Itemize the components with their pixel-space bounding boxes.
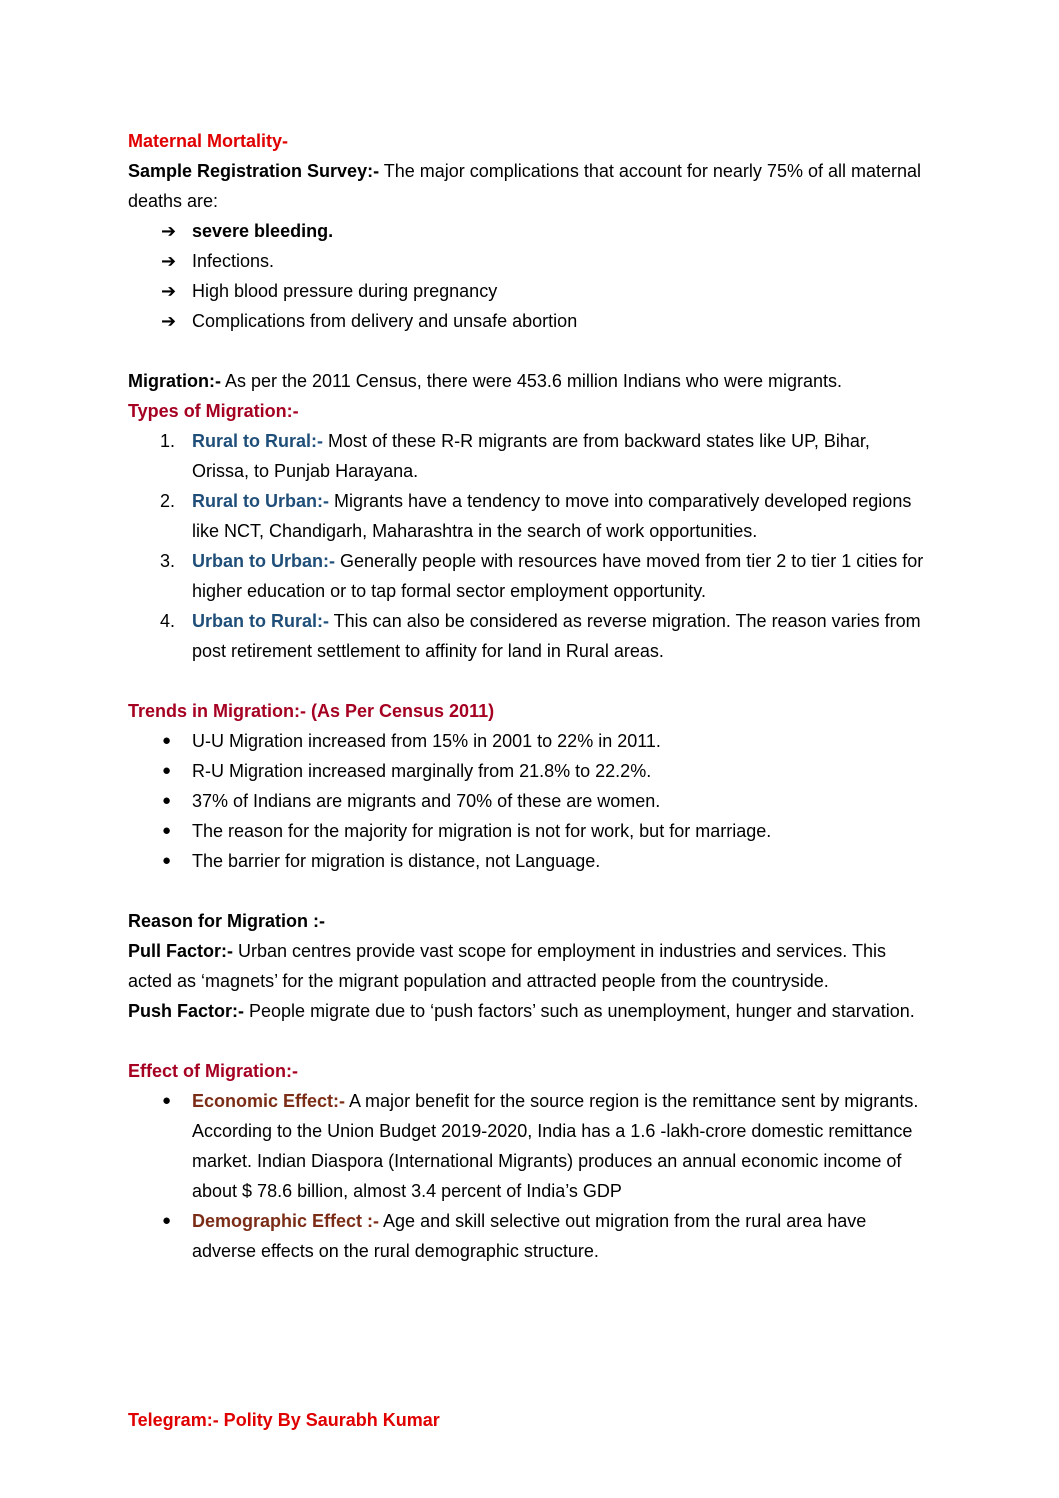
bullet-icon: ● bbox=[162, 762, 172, 779]
push-label: Push Factor:- bbox=[128, 1001, 245, 1021]
list-item bbox=[128, 216, 928, 246]
effects-heading: Effect of Migration:- bbox=[128, 1061, 298, 1081]
type-label: Urban to Rural:- bbox=[192, 611, 329, 631]
bullet-icon: ● bbox=[162, 1092, 172, 1109]
list-item bbox=[128, 1086, 928, 1206]
type-text: This can also be considered as reverse migration. The reason varies from post retirement settlement to affinity for land in Rural areas. bbox=[192, 611, 921, 661]
effect-label: Economic Effect:- bbox=[192, 1091, 346, 1111]
maternal-heading: Maternal Mortality- bbox=[128, 131, 289, 151]
migration-paragraph bbox=[128, 366, 928, 396]
list-item bbox=[128, 546, 928, 606]
survey-paragraph bbox=[128, 156, 928, 216]
list-item bbox=[128, 246, 928, 276]
bullet-icon: ● bbox=[162, 852, 172, 869]
bullet-icon: ● bbox=[162, 792, 172, 809]
survey-text: The major complications that account for nearly 75% of all maternal deaths are: bbox=[128, 161, 922, 211]
push-text: People migrate due to ‘push factors’ such as unemployment, hunger and starvation. bbox=[244, 1001, 915, 1021]
type-text: Migrants have a tendency to move into comparatively developed regions like NCT, Chandigarh, Maharashtra in the search of work opportunities. bbox=[192, 491, 912, 541]
list-item bbox=[128, 486, 928, 546]
list-item bbox=[128, 816, 928, 846]
type-label: Rural to Urban:- bbox=[192, 491, 329, 511]
complication-text: Complications from delivery and unsafe abortion bbox=[192, 311, 578, 331]
list-item bbox=[128, 846, 928, 876]
effect-label: Demographic Effect :- bbox=[192, 1211, 380, 1231]
list-number: 2. bbox=[160, 491, 176, 511]
telegram-footer: Telegram:- Polity By Saurabh Kumar bbox=[128, 1410, 440, 1430]
list-item bbox=[128, 306, 928, 336]
arrow-icon: ➔ bbox=[161, 281, 177, 301]
trend-text: The reason for the majority for migration is not for work, but for marriage. bbox=[192, 821, 772, 841]
list-item bbox=[128, 1206, 928, 1266]
list-number: 1. bbox=[160, 431, 176, 451]
survey-label: Sample Registration Survey:- bbox=[128, 161, 380, 181]
types-list bbox=[128, 426, 928, 666]
trends-list bbox=[128, 726, 928, 876]
list-item bbox=[128, 726, 928, 756]
complication-text: High blood pressure during pregnancy bbox=[192, 281, 498, 301]
migration-label: Migration:- bbox=[128, 371, 221, 391]
type-label: Rural to Rural:- bbox=[192, 431, 324, 451]
bullet-icon: ● bbox=[162, 732, 172, 749]
list-item bbox=[128, 276, 928, 306]
list-item bbox=[128, 426, 928, 486]
trend-text: R-U Migration increased marginally from 21.8% to 22.2%. bbox=[192, 761, 652, 781]
type-text: Generally people with resources have moved from tier 2 to tier 1 cities for higher education or to tap formal sector employment opportunity. bbox=[192, 551, 924, 601]
maternal-complications-list bbox=[128, 216, 928, 336]
types-heading: Types of Migration:- bbox=[128, 401, 299, 421]
list-number: 3. bbox=[160, 551, 176, 571]
list-item bbox=[128, 786, 928, 816]
arrow-icon: ➔ bbox=[161, 311, 177, 331]
trend-text: 37% of Indians are migrants and 70% of these are women. bbox=[192, 791, 661, 811]
effect-text: A major benefit for the source region is the remittance sent by migrants. According to the Union Budget 2019-2020, India has a 1.6 -lakh-crore domestic remittance market. Indian Diaspora (International Migrants) produces an annual economic income of about $ 78.6 billion, almost 3.4 percent of India’s GDP bbox=[192, 1091, 919, 1201]
pull-label: Pull Factor:- bbox=[128, 941, 234, 961]
trend-text: The barrier for migration is distance, not Language. bbox=[192, 851, 601, 871]
migration-text: As per the 2011 Census, there were 453.6 million Indians who were migrants. bbox=[220, 371, 842, 391]
pull-factor-paragraph bbox=[128, 936, 928, 996]
list-number: 4. bbox=[160, 611, 176, 631]
bullet-icon: ● bbox=[162, 822, 172, 839]
arrow-icon: ➔ bbox=[161, 251, 177, 271]
document-body bbox=[128, 126, 928, 1266]
effect-text: Age and skill selective out migration from the rural area have adverse effects on the rural demographic structure. bbox=[192, 1211, 867, 1261]
bullet-icon: ● bbox=[162, 1212, 172, 1229]
pull-text: Urban centres provide vast scope for employment in industries and services. This acted as ‘magnets’ for the migrant population and attracted people from the countryside. bbox=[128, 941, 886, 991]
trend-text: U-U Migration increased from 15% in 2001 to 22% in 2011. bbox=[192, 731, 661, 751]
list-item bbox=[128, 756, 928, 786]
trends-heading: Trends in Migration:- (As Per Census 2011) bbox=[128, 701, 495, 721]
push-factor-paragraph bbox=[128, 996, 928, 1026]
type-label: Urban to Urban:- bbox=[192, 551, 335, 571]
effects-list bbox=[128, 1086, 928, 1266]
type-text: Most of these R-R migrants are from backward states like UP, Bihar, Orissa, to Punjab Harayana. bbox=[192, 431, 870, 481]
reasons-heading: Reason for Migration :- bbox=[128, 911, 325, 931]
list-item bbox=[128, 606, 928, 666]
arrow-icon: ➔ bbox=[161, 221, 177, 241]
complication-text: Infections. bbox=[192, 251, 275, 271]
complication-text: severe bleeding. bbox=[192, 221, 334, 241]
